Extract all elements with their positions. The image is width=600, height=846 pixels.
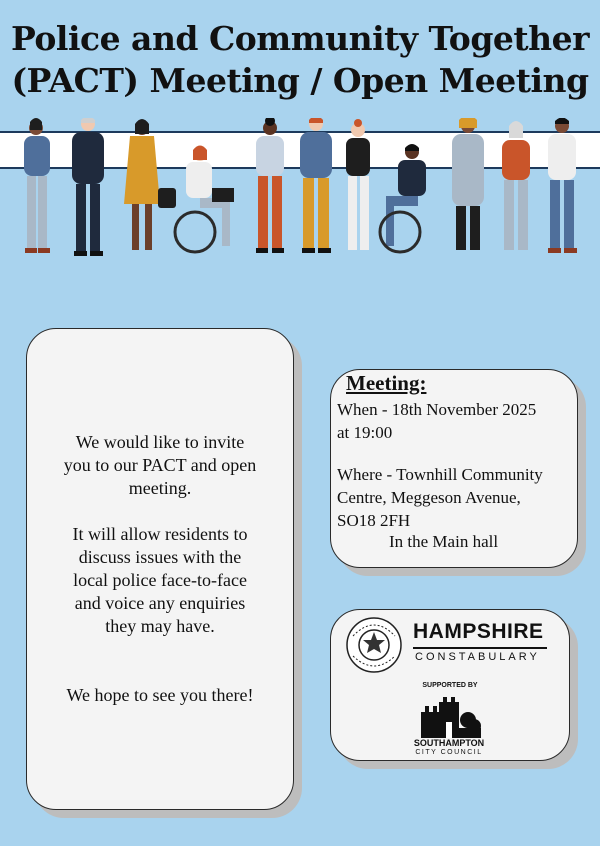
- meeting-details-card: [330, 369, 578, 568]
- invitation-card: [26, 328, 294, 810]
- meeting-when: When - 18th November 2025: [337, 400, 537, 419]
- person-wheelchair-1: [175, 146, 234, 253]
- council-subtitle: CITY COUNCIL: [415, 749, 483, 756]
- logos-card: [330, 609, 570, 761]
- invite-line: discuss issues with the: [78, 547, 242, 567]
- meeting-heading: Meeting:: [346, 371, 427, 395]
- person-3: [124, 119, 176, 250]
- constabulary-subtitle: CONSTABULARY: [415, 651, 540, 663]
- person-2: [72, 118, 104, 256]
- meeting-postcode: SO18 2FH: [337, 511, 411, 530]
- person-5: [300, 118, 332, 253]
- invite-line: It will allow residents to: [72, 524, 248, 544]
- council-name: SOUTHAMPTON: [413, 738, 485, 748]
- constabulary-seal-icon: [345, 616, 403, 674]
- community-people-illustration: [0, 118, 600, 268]
- logo-divider: [413, 647, 547, 649]
- meeting-time: at 19:00: [337, 423, 393, 442]
- invite-line: We would like to invite: [75, 432, 245, 452]
- person-7: [452, 118, 484, 250]
- invite-line: and voice any enquiries: [74, 593, 246, 613]
- person-4: [256, 118, 284, 253]
- constabulary-name: HAMPSHIRE: [413, 620, 544, 643]
- title-line-1: Police and Community Together: [10, 19, 590, 58]
- meeting-where: Where - Townhill Community: [337, 465, 543, 484]
- invite-paragraph-1: [45, 431, 275, 500]
- invite-line: local police face-to-face: [73, 570, 247, 590]
- castle-icon: [413, 692, 483, 738]
- meeting-room: In the Main hall: [389, 532, 499, 551]
- invite-line: meeting.: [128, 478, 192, 498]
- invite-closing: We hope to see you there!: [66, 685, 254, 705]
- invite-line: you to our PACT and open: [63, 455, 257, 475]
- title-line-2: (PACT) Meeting / Open Meeting: [11, 61, 589, 100]
- page-title: [0, 18, 600, 102]
- meeting-address: Centre, Meggeson Avenue,: [337, 488, 521, 507]
- invite-line: they may have.: [105, 616, 215, 636]
- supported-by-label: SUPPORTED BY: [422, 682, 478, 689]
- person-1: [24, 118, 50, 253]
- person-8: [502, 121, 530, 250]
- person-wheelchair-2: [380, 144, 426, 252]
- invite-paragraph-2: [45, 523, 275, 638]
- person-9: [548, 118, 577, 253]
- person-6: [346, 119, 370, 250]
